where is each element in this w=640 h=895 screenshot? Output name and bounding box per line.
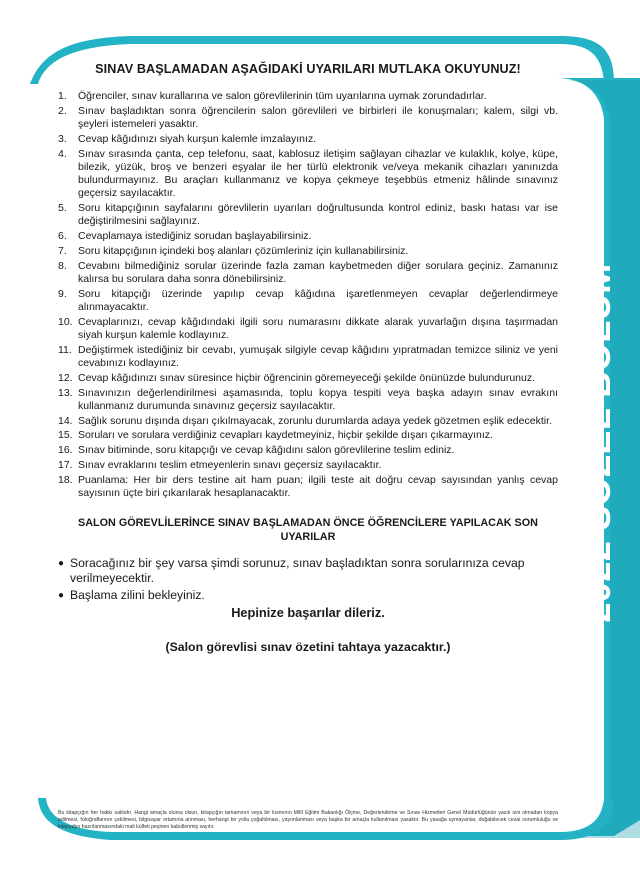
item-number: 7. [58,244,67,257]
item-number: 13. [58,386,73,399]
item-number: 11. [58,343,72,356]
item-number: 12. [58,371,73,384]
side-label: 2022 SÖZEL BÖLÜM [577,263,618,623]
item-text: Cevaplarınızı, cevap kâğıdındaki ilgili soru numarasını dikkate alarak yuvarlağın dışına taşırmadan siyah kurşun kalemle kodlayınız. [78,315,558,341]
list-item [58,230,558,243]
item-number: 10. [58,315,73,328]
proctor-note: (Salon görevlisi sınav özetini tahtaya yazacaktır.) [165,640,451,655]
item-text: Sınavınızın değerlendirilmesi aşamasında, toplu kopya tespiti veya başka adayın sınav evrakını kullanmanız durumunda sınavınız geçersiz sayılacaktır. [78,386,558,412]
item-number: 16. [58,444,73,457]
item-text: Soru kitapçığı üzerinde yapılıp cevap kâğıdına işaretlenmeyen cevaplar değerlendirmeye alınmayacaktır. [78,287,558,313]
list-item [58,444,558,457]
list-item [58,474,558,500]
item-text: Cevabını bilmediğiniz sorular üzerinde fazla zaman kaybetmeden diğer sorulara geçiniz. Zamanınız kalırsa bu sorulara daha sonra dönebilirsiniz. [78,259,558,285]
item-text: Cevaplamaya istediğiniz sorudan başlayabilirsiniz. [78,229,312,242]
list-item [58,260,558,286]
item-text: Soracağınız bir şey varsa şimdi sorunuz, sınav başladıktan sonra sorularınıza cevap verilmeyecektir. [70,556,525,586]
bullet-icon: ● [58,558,65,570]
item-number: 3. [58,132,67,145]
item-number: 17. [58,459,73,472]
item-number: 2. [58,104,67,117]
closing-message: Hepinize başarılar dileriz. [231,605,385,621]
instructions-panel [58,62,558,654]
final-warnings-list [58,556,558,603]
list-item [58,288,558,314]
list-item [58,105,558,131]
list-item [58,415,558,428]
item-number: 15. [58,429,73,442]
item-text: Başlama zilini bekleyiniz. [70,588,205,603]
item-text: Sınav evraklarını teslim etmeyenlerin sınavı geçersiz sayılacaktır. [78,459,382,472]
bullet-icon: ● [58,590,65,602]
list-item [58,148,558,200]
list-item [58,429,558,442]
item-text: Cevap kâğıdınızı sınav süresince hiçbir öğrencinin göremeyeceği şekilde önünüzde bulundurunuz. [78,371,536,384]
item-text: Öğrenciler, sınav kurallarına ve salon görevlilerinin tüm uyarılarına uymak zorundadırlar. [78,90,487,102]
item-text: Soru kitapçığının içindeki boş alanları çözümleriniz için kullanabilirsiniz. [78,244,409,257]
item-number: 6. [58,229,67,242]
item-number: 14. [58,414,73,427]
copyright-notice: Bu kitapçığın her hakkı saklıdır. Hangi amaçla olursa olsun, kitapçığın tamamının veya bir kısmının Millî Eğitim Bakanlığı Ölçme, Değerlendirme ve Sınav Hizmetleri Genel Müdürlüğünün yazılı izni olmadan kopya edilmesi, fotoğraflarının çekilmesi, bilgisayar ortamına alınması, herhangi bir yolla çoğaltılması, yayımlanması veya başka bir amaçla kullanılması yasaktır. Bu yasağa uymayanlar, doğabilecek cezai sorumluluğu ve kitapçığın hazırlanmasındaki mali külfeti peşinen kabullenmiş sayılır. [58,810,558,830]
item-text: Sınav sırasında çanta, cep telefonu, saat, kablosuz iletişim sağlayan cihazlar ve kulaklık, kolye, küpe, bilezik, yüzük, broş ve benzeri eşyalar ile her türlü elektronik ve/veya mekanik cihazları yanınızda bulundurmayınız. Bu araçları kullanmanız ve kopya çekmeye teşebbüs etmeniz hâlinde sınavınız geçersiz sayılacaktır. [78,147,558,200]
section-title: SALON GÖREVLİLERİNCE SINAV BAŞLAMADAN ÖNCE ÖĞRENCİLERE YAPILACAK SON UYARILAR [78,517,538,544]
item-text: Sınav başladıktan sonra öğrencilerin salon görevlileri ve birbirleri ile konuşmaları; kalem, silgi vb. şeyleri istemeleri yasaktır. [78,104,558,130]
item-number: 4. [58,147,67,160]
item-text: Cevap kâğıdınızı siyah kurşun kalemle imzalayınız. [78,132,317,145]
list-item [58,202,558,228]
list-item [58,459,558,472]
item-number: 1. [58,90,67,102]
list-item [58,316,558,342]
list-item [58,372,558,385]
page-title: SINAV BAŞLAMADAN AŞAĞIDAKİ UYARILARI MUTLAKA OKUYUNUZ! [95,62,521,76]
item-number: 8. [58,259,67,272]
item-text: Sınav bitiminde, soru kitapçığı ve cevap kâğıdını salon görevlilerine teslim ediniz. [78,444,455,457]
item-text: Soru kitapçığının sayfalarını görevlilerin uyarıları doğrultusunda kontrol ediniz, baskı hatası var ise değiştirilmesini sağlayınız. [78,201,558,228]
list-item [58,556,558,586]
item-text: Puanlama: Her bir ders testine ait ham puan; ilgili teste ait doğru cevap sayısından yanlış cevap sayısının üçte biri çıkarılarak hesaplanacaktır. [78,474,558,500]
item-text: Değiştirmek istediğiniz bir cevabı, yumuşak silgiyle cevap kâğıdını yıpratmadan temizce siliniz ve yeni cevabınızı kodlayınız. [78,343,558,369]
item-number: 5. [58,201,67,214]
item-text: Sağlık sorunu dışında dışarı çıkılmayacak, zorunlu durumlarda adaya yedek gözetmen eşlik edecektir. [78,414,552,427]
list-item [58,133,558,146]
item-number: 18. [58,474,73,487]
item-number: 9. [58,287,67,300]
list-item [58,90,558,103]
list-item [58,344,558,370]
item-text: Soruları ve sorulara verdiğiniz cevapları kaydetmeyiniz, hiçbir şekilde dışarı çıkarmayınız. [78,429,493,442]
rules-list [58,90,558,500]
list-item [58,387,558,413]
list-item [58,245,558,258]
list-item [58,588,558,603]
